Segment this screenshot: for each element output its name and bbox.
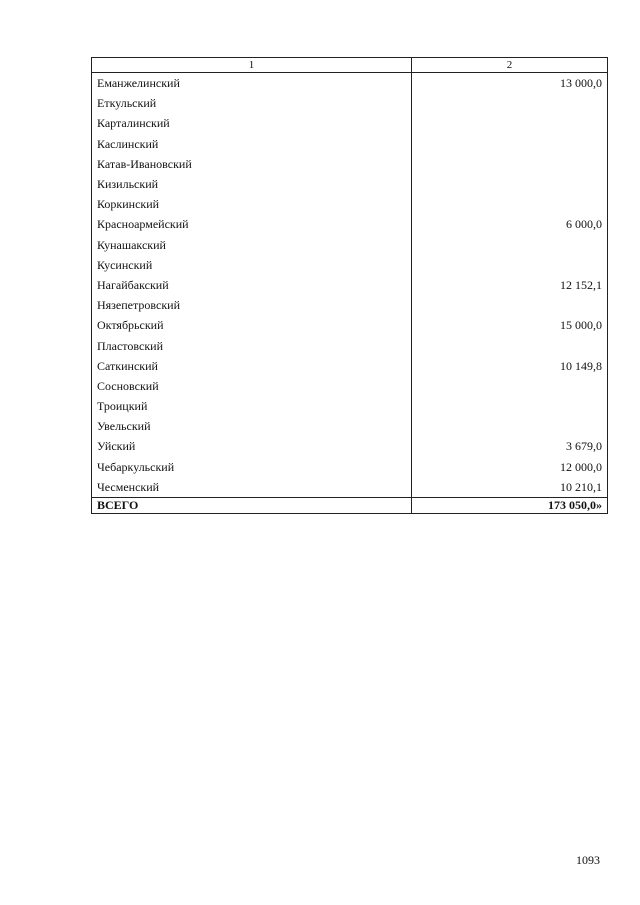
district-amount — [412, 416, 608, 436]
district-amount: 6 000,0 — [412, 214, 608, 234]
district-name: Чебаркульский — [92, 457, 412, 477]
allocation-table — [91, 57, 608, 514]
district-amount — [412, 174, 608, 194]
table-row — [92, 315, 608, 335]
district-name: Октябрьский — [92, 315, 412, 335]
table-row — [92, 335, 608, 355]
district-name: Еткульский — [92, 93, 412, 113]
table-row — [92, 214, 608, 234]
table-row — [92, 194, 608, 214]
table-row — [92, 436, 608, 456]
column-header-1: 1 — [92, 58, 412, 73]
district-name: Уйский — [92, 436, 412, 456]
district-amount — [412, 194, 608, 214]
table-row — [92, 477, 608, 498]
district-amount — [412, 134, 608, 154]
district-name: Каслинский — [92, 134, 412, 154]
column-header-2: 2 — [412, 58, 608, 73]
table-row — [92, 154, 608, 174]
table-row — [92, 113, 608, 133]
table-row — [92, 255, 608, 275]
total-row — [92, 497, 608, 513]
table-row — [92, 235, 608, 255]
district-amount — [412, 295, 608, 315]
table-header — [92, 58, 608, 73]
district-amount: 12 000,0 — [412, 457, 608, 477]
table-body — [92, 73, 608, 514]
district-amount — [412, 335, 608, 355]
table-row — [92, 73, 608, 94]
total-label: ВСЕГО — [92, 497, 412, 513]
district-name: Еманжелинский — [92, 73, 412, 94]
district-name: Кизильский — [92, 174, 412, 194]
district-amount: 10 149,8 — [412, 356, 608, 376]
district-amount: 13 000,0 — [412, 73, 608, 94]
district-name: Нагайбакский — [92, 275, 412, 295]
district-amount — [412, 154, 608, 174]
district-amount — [412, 93, 608, 113]
district-name: Троицкий — [92, 396, 412, 416]
district-name: Саткинский — [92, 356, 412, 376]
table-row — [92, 356, 608, 376]
table-row — [92, 93, 608, 113]
table-row — [92, 396, 608, 416]
table-row — [92, 295, 608, 315]
district-name: Коркинский — [92, 194, 412, 214]
district-amount — [412, 235, 608, 255]
district-amount: 3 679,0 — [412, 436, 608, 456]
table-row — [92, 275, 608, 295]
table-row — [92, 134, 608, 154]
district-amount: 15 000,0 — [412, 315, 608, 335]
district-name: Увельский — [92, 416, 412, 436]
district-amount — [412, 255, 608, 275]
total-value: 173 050,0» — [412, 497, 608, 513]
district-name: Кунашакский — [92, 235, 412, 255]
district-name: Пластовский — [92, 335, 412, 355]
district-amount — [412, 376, 608, 396]
district-amount: 12 152,1 — [412, 275, 608, 295]
district-name: Красноармейский — [92, 214, 412, 234]
table-row — [92, 457, 608, 477]
district-name: Чесменский — [92, 477, 412, 498]
page-number: 1093 — [576, 853, 600, 867]
district-name: Кусинский — [92, 255, 412, 275]
table-row — [92, 376, 608, 396]
district-amount — [412, 113, 608, 133]
table-row — [92, 416, 608, 436]
district-name: Нязепетровский — [92, 295, 412, 315]
district-amount: 10 210,1 — [412, 477, 608, 498]
district-amount — [412, 396, 608, 416]
table-row — [92, 174, 608, 194]
district-name: Сосновский — [92, 376, 412, 396]
district-name: Карталинский — [92, 113, 412, 133]
district-name: Катав-Ивановский — [92, 154, 412, 174]
